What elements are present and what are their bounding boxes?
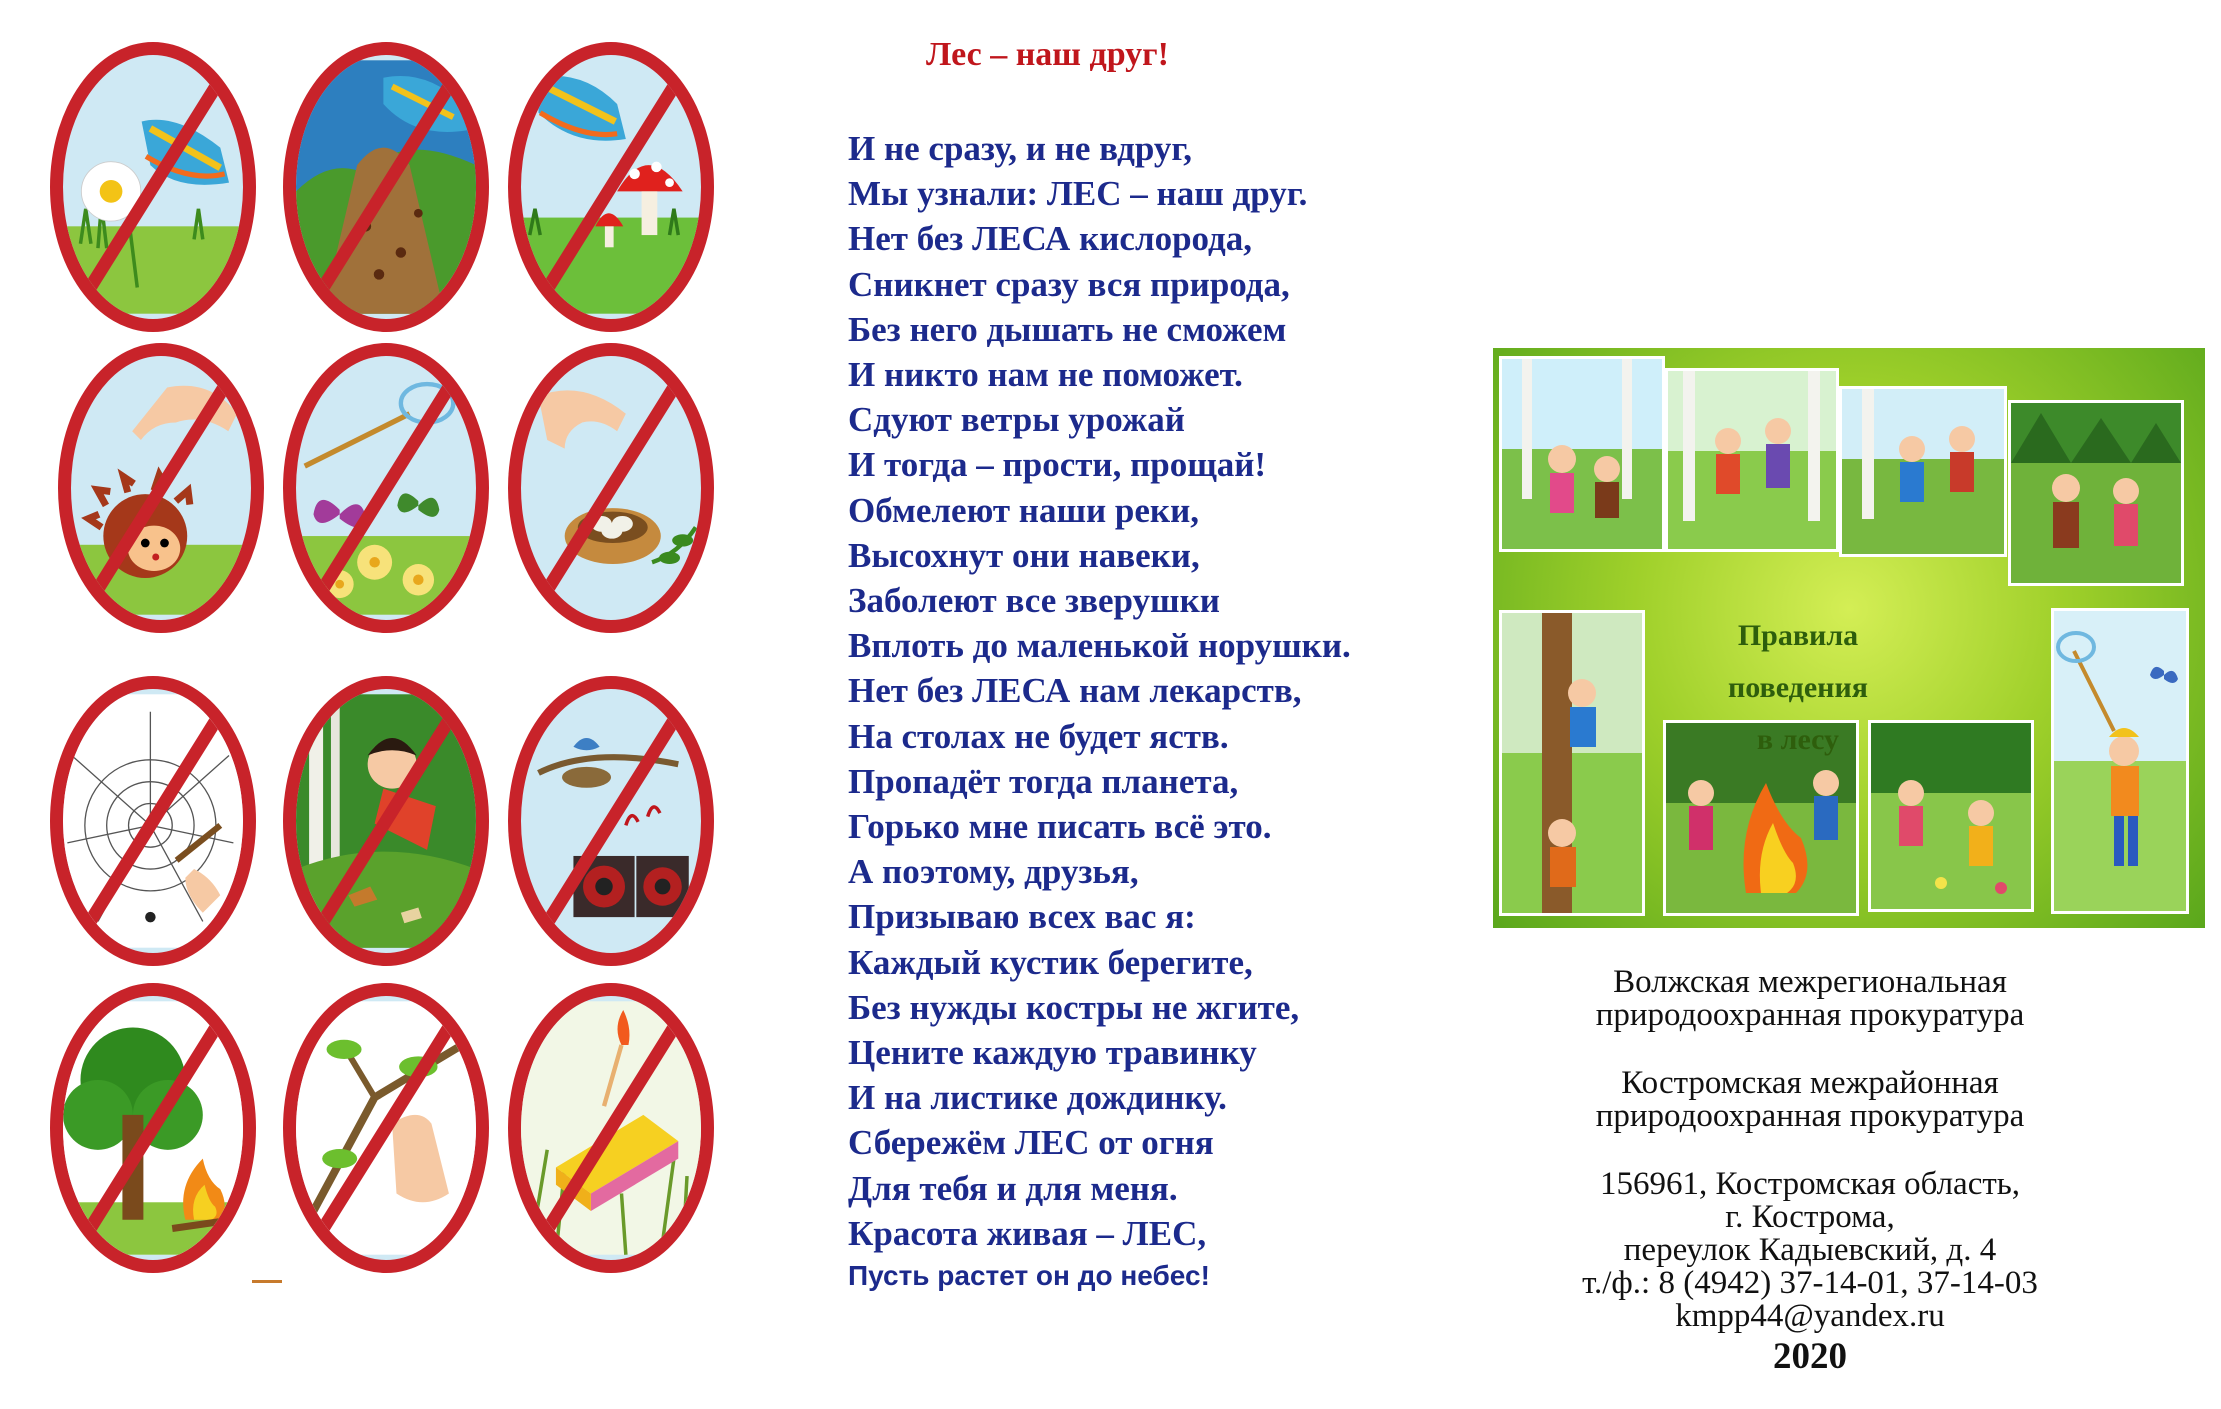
cover-title [1683,610,1913,766]
sign-no-campfires [50,983,256,1273]
poem-line: Пропадёт тогда планета, [848,761,1239,801]
cover-panel-hikers [2008,400,2184,586]
poem-line: Сбережём ЛЕС от огня [848,1123,1214,1163]
poem-title: Лес – наш друг! [926,36,1169,73]
poem-line: Горько мне писать всё это. [848,807,1272,847]
poem-line: Нет без ЛЕСА нам лекарств, [848,671,1302,711]
phone-fax: т./ф.: 8 (4942) 37-14-01, 37-14-03 [1582,1265,2038,1301]
email-address: kmpp44@yandex.ru [1675,1298,1945,1334]
cover-title-line: в лесу [1756,723,1840,756]
cover-panel-picnic [1499,356,1665,552]
poem-line: Обмелеют наши реки, [848,490,1200,530]
address-line: 156961, Костромская область, [1599,1166,2021,1202]
address-line: переулок Кадыевский, д. 4 [1623,1232,1997,1268]
cover-title-line: Правила поведения [1728,619,1868,704]
org2-name-line: Костромская межрайонная [1621,1065,1999,1101]
poem-text [848,126,1351,1296]
sign-no-trampling-flowers [50,42,256,332]
poem-line: Для тебя и для меня. [848,1168,1178,1208]
poem-line: И не сразу, и не вдруг, [848,129,1193,168]
sign-no-trampling-mushrooms [508,42,714,332]
poem-last-line: Пусть растет он до небес! [848,1260,1210,1292]
poem-line: Сникнет сразу вся природа, [848,264,1290,304]
org2-name-line: природоохранная прокуратура [1595,1098,2025,1134]
sign-no-touching-nests [508,343,714,633]
poem-line: И тогда – прости, прощай! [848,445,1267,485]
cover-panel-digging [1839,386,2007,557]
poem-line: Высохнут они навеки, [848,535,1200,575]
forest-rules-cover-image [1493,348,2205,928]
poem-line: На столах не будет яств. [848,716,1229,756]
poem-line: Сдуют ветры урожай [848,400,1185,440]
poem-line: Цените каждую травинку [848,1033,1257,1073]
poem-line: Без нужды костры не жгите, [848,987,1300,1027]
sign-no-matches [508,983,714,1273]
sign-no-littering [283,676,489,966]
prohibition-signs-grid [0,0,740,1409]
poem-line: Призываю всех вас я: [848,897,1196,937]
cover-panel-tree-climb [1499,610,1645,916]
poem-line: Без него дышать не сможем [848,309,1287,349]
sign-no-ruining-anthill [283,42,489,332]
decorative-mark [252,1280,282,1283]
poem-line: Заболеют все зверушки [848,581,1220,621]
org1-name-line: природоохранная прокуратура [1595,997,2025,1033]
poem-line: Каждый кустик берегите, [848,942,1253,982]
poem-line: И никто нам не поможет. [848,355,1243,395]
sign-no-catching-butterflies [283,343,489,633]
cover-panel-litter [1665,368,1839,552]
poem-line: А поэтому, друзья, [848,852,1139,892]
poem-line: Нет без ЛЕСА кислорода, [848,219,1252,259]
sign-no-catching-hedgehog [58,343,264,633]
address-line: г. Кострома, [1725,1199,1895,1235]
poem-line: Красота живая – ЛЕС, [848,1213,1207,1253]
poem-line: Вплоть до маленькой норушки. [848,626,1351,666]
contact-info [1500,966,2120,1379]
poem-line: И на листике дождинку. [848,1078,1227,1118]
year: 2020 [1773,1336,1847,1377]
sign-no-loud-music [508,676,714,966]
sign-no-breaking-branches [283,983,489,1273]
sign-no-destroying-spiderweb [50,676,256,966]
poem-line: Мы узнали: ЛЕС – наш друг. [848,174,1308,214]
org1-name-line: Волжская межрегиональная [1613,964,2007,1000]
cover-panel-butterfly-net [2051,608,2189,914]
